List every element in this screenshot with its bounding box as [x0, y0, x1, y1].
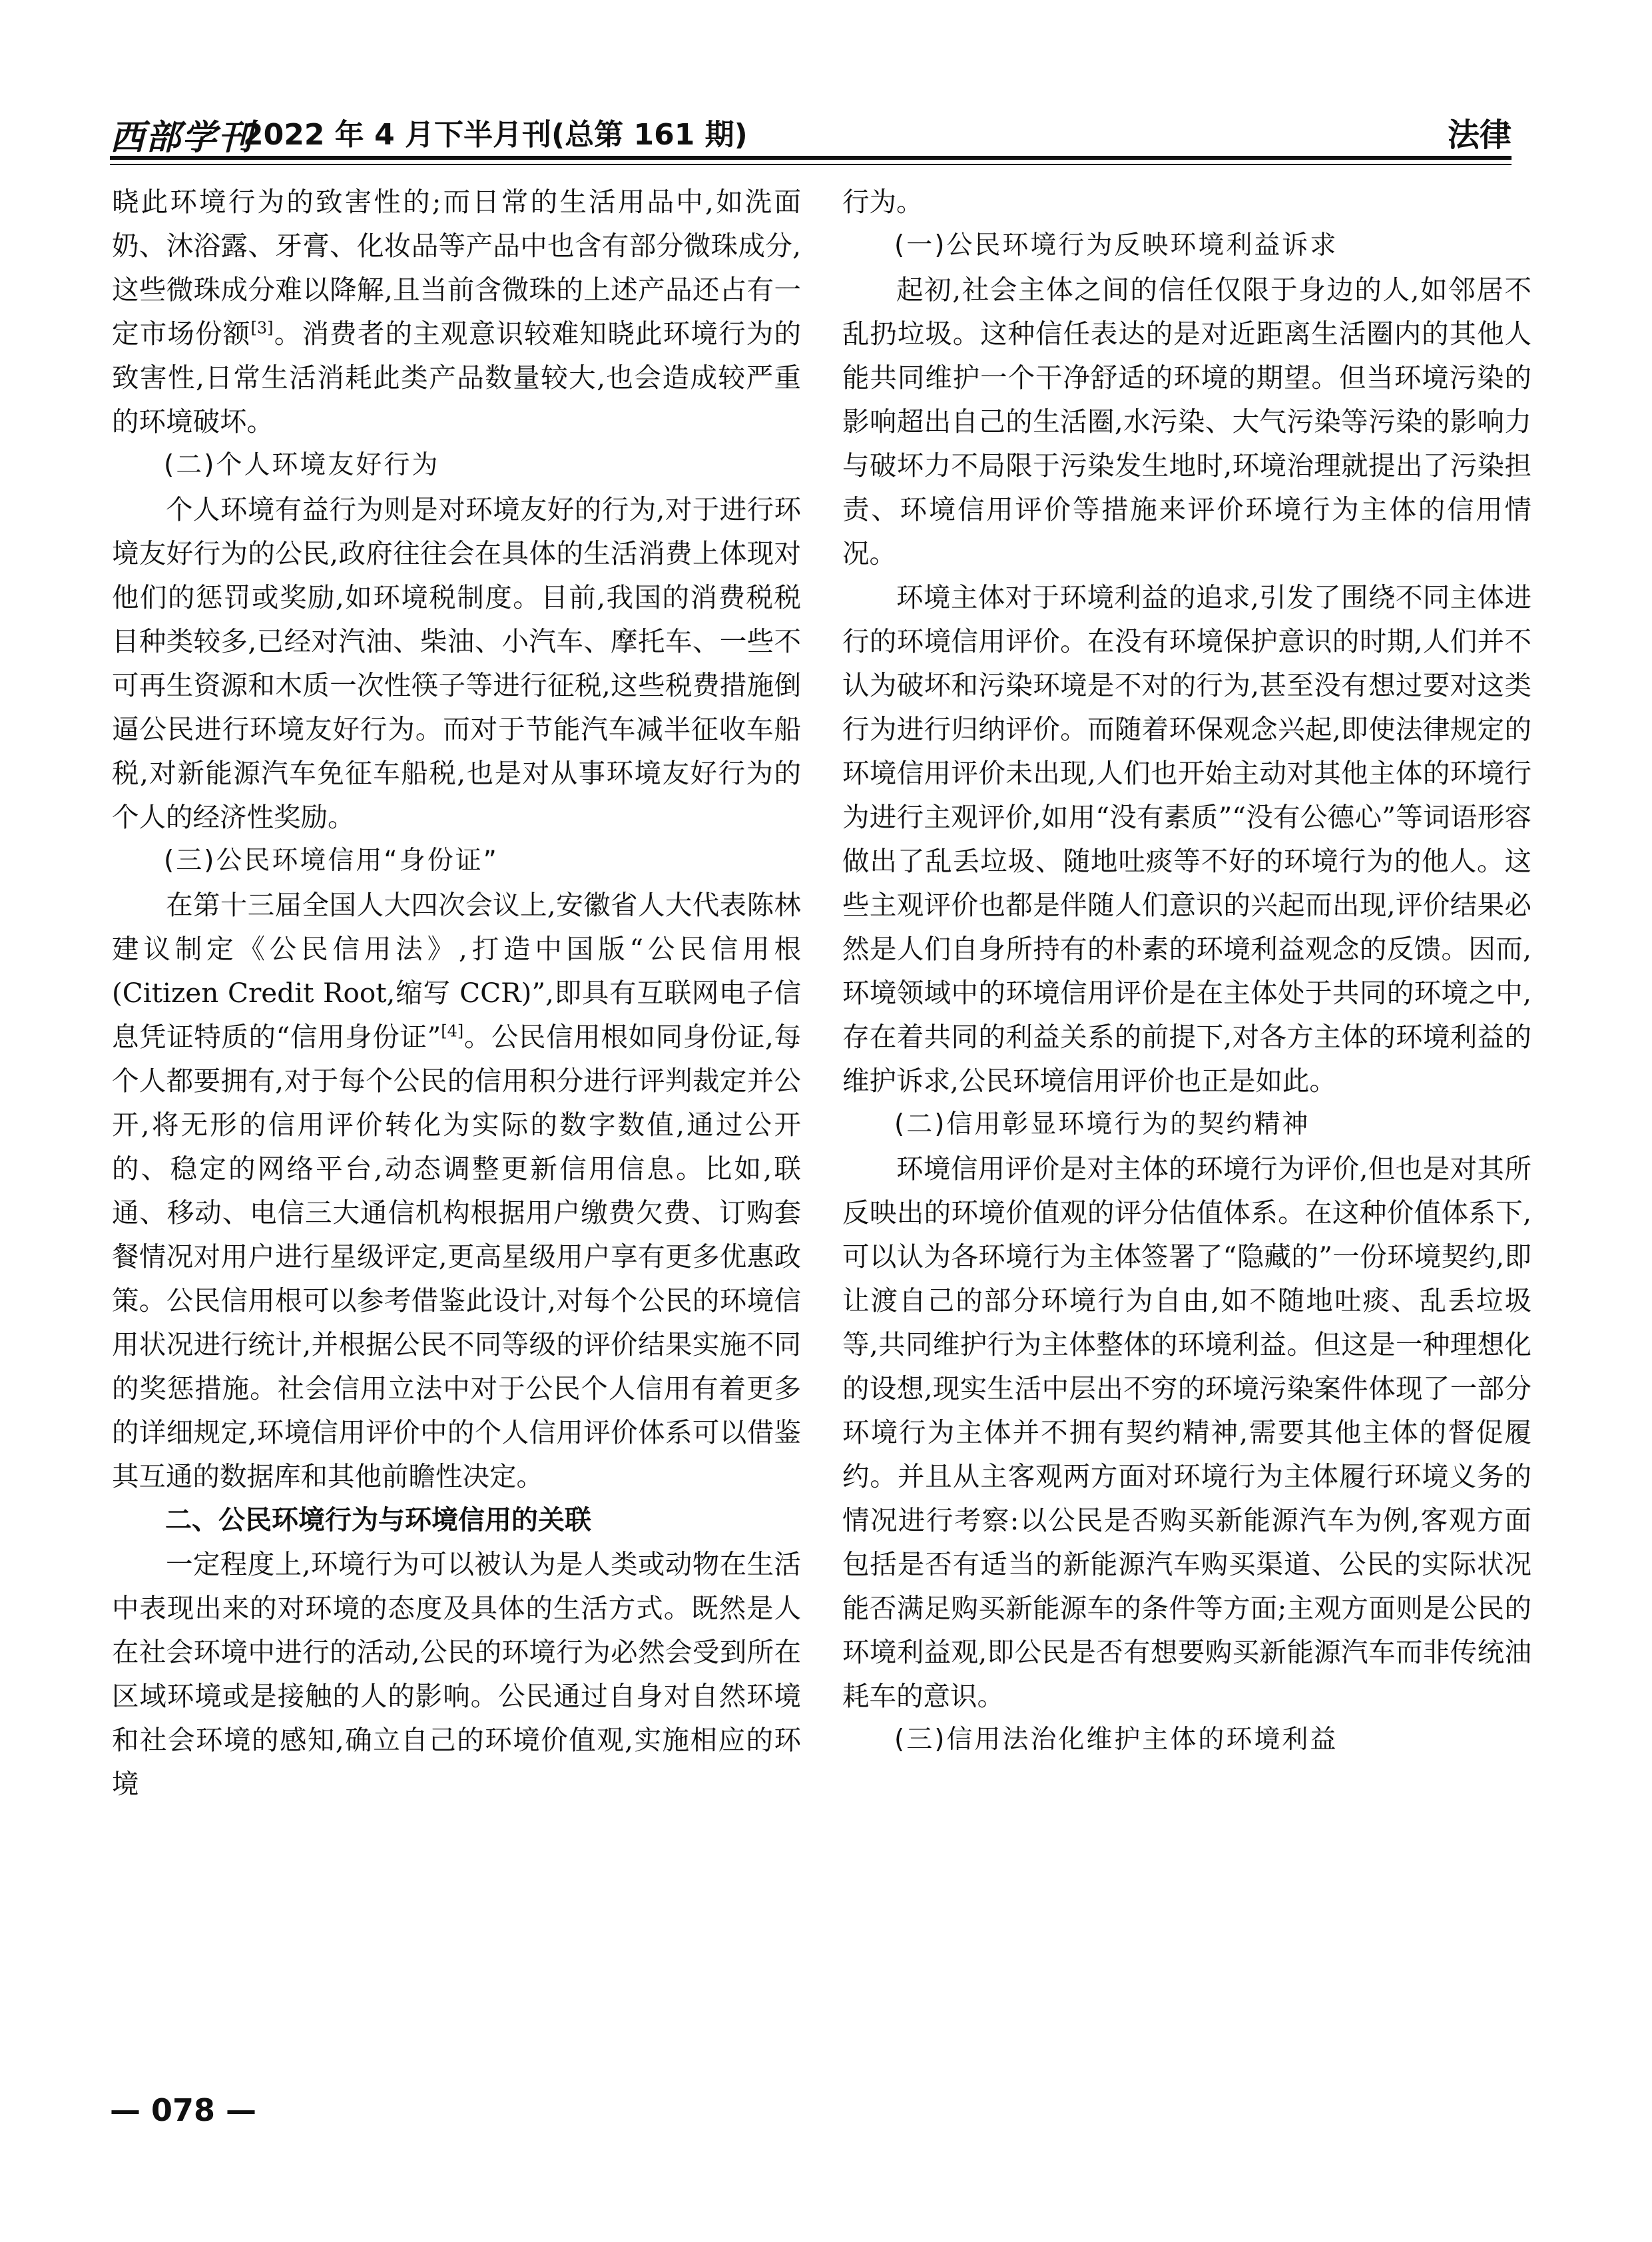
paragraph: 个人环境有益行为则是对环境友好的行为,对于进行环境友好行为的公民,政府往往会在具体的生活消费上体现对他们的惩罚或奖励,如环境税制度。目前,我国的消费税税目种类较多,已经对汽油、柴油、小汽车、摩托车、一些不可再生资源和木质一次性筷子等进行征税,这些税费措施倒逼公民进行环境友好行为。而对于节能汽车减半征收车船税,对新能源汽车免征车船税,也是对从事环境友好行为的个人的经济性奖励。 — [112, 493, 801, 833]
header-rule — [110, 156, 1512, 160]
subsection-heading: (二)个人环境友好行为 — [164, 450, 440, 480]
left-column — [112, 180, 801, 1806]
issue-info: 2022 年 4 月下半月刊(总第 161 期) — [243, 118, 748, 152]
right-column — [842, 180, 1531, 1762]
subsection-heading: (一)公民环境行为反映环境利益诉求 — [894, 230, 1338, 260]
subsection-heading: (二)信用彰显环境行为的契约精神 — [894, 1109, 1310, 1139]
header-rule-thin — [110, 164, 1512, 165]
paragraph: 起初,社会主体之间的信任仅限于身边的人,如邻居不乱扔垃圾。这种信任表达的是对近距离生活圈内的其他人能共同维护一个干净舒适的环境的期望。但当环境污染的影响超出自己的生活圈,水污染、大气污染等污染的影响力与破坏力不局限于污染发生地时,环境治理就提出了污染担责、环境信用评价等措施来评价环境行为主体的信用情况。 — [842, 274, 1531, 569]
paragraph: 环境信用评价是对主体的环境行为评价,但也是对其所反映出的环境价值观的评分估值体系。在这种价值体系下,可以认为各环境行为主体签署了“隐藏的”一份环境契约,即让渡自己的部分环境行为自由,如不随地吐痰、乱丢垃圾等,共同维护行为主体整体的环境利益。但这是一种理想化的设想,现实生活中层出不穷的环境污染案件体现了一部分环境行为主体并不拥有契约精神,需要其他主体的督促履约。并且从主客观两方面对环境行为主体履行环境义务的情况进行考察:以公民是否购买新能源汽车为例,客观方面包括是否有适当的新能源汽车购买渠道、公民的实际状况能否满足购买新能源车的条件等方面;主观方面则是公民的环境利益观,即公民是否有想要购买新能源汽车而非传统油耗车的意识。 — [842, 1153, 1531, 1712]
journal-masthead: 西部学刊 — [110, 117, 254, 158]
paragraph: 行为。 — [842, 186, 924, 218]
section-label: 法律 — [1447, 117, 1512, 154]
paragraph: 环境主体对于环境利益的追求,引发了围绕不同主体进行的环境信用评价。在没有环境保护意识的时期,人们并不认为破坏和污染环境是不对的行为,甚至没有想过要对这类行为进行归纳评价。而随着环保观念兴起,即使法律规定的环境信用评价未出现,人们也开始主动对其他主体的环境行为进行主观评价,如用“没有素质”“没有公德心”等词语形容做出了乱丢垃圾、随地吐痰等不好的环境行为的他人。这些主观评价也都是伴随人们意识的兴起而出现,评价结果必然是人们自身所持有的朴素的环境利益观念的反馈。因而,环境领域中的环境信用评价是在主体处于共同的环境之中,存在着共同的利益关系的前提下,对各方主体的环境利益的维护诉求,公民环境信用评价也正是如此。 — [842, 581, 1531, 1097]
paragraph: 一定程度上,环境行为可以被认为是人类或动物在生活中表现出来的对环境的态度及具体的生活方式。既然是人在社会环境中进行的活动,公民的环境行为必然会受到所在区域环境或是接触的人的影响。公民通过自身对自然环境和社会环境的感知,确立自己的环境价值观,实施相应的环境 — [112, 1548, 801, 1800]
citation-ref: [4] — [441, 1021, 464, 1041]
subsection-heading: (三)公民环境信用“身份证” — [164, 846, 499, 876]
paragraph: 在第十三届全国人大四次会议上,安徽省人大代表陈林建议制定《公民信用法》,打造中国版“公民信用根(Citizen Credit Root,缩写 CCR)”,即具有互联网电子信息凭证特质的“信用身份证”[4]。公民信用根如同身份证,每个人都要拥有,对于每个公民的信用积分进行评判裁定并公开,将无形的信用评价转化为实际的数字数值,通过公开的、稳定的网络平台,动态调整更新信用信息。比如,联通、移动、电信三大通信机构根据用户缴费欠费、订购套餐情况对用户进行星级评定,更高星级用户享有更多优惠政策。公民信用根可以参考借鉴此设计,对每个公民的环境信用状况进行统计,并根据公民不同等级的评价结果实施不同的奖惩措施。社会信用立法中对于公民个人信用有着更多的详细规定,环境信用评价中的个人信用评价体系可以借鉴其互通的数据库和其他前瞻性决定。 — [112, 889, 801, 1492]
section-heading: 二、公民环境行为与环境信用的关联 — [165, 1505, 591, 1536]
page-number: — 078 — — [110, 2092, 257, 2128]
paragraph: 晓此环境行为的致害性的;而日常的生活用品中,如洗面奶、沐浴露、牙膏、化妆品等产品中也含有部分微珠成分,这些微珠成分难以降解,且当前含微珠的上述产品还占有一定市场份额[3]。消费者的主观意识较难知晓此环境行为的致害性,日常生活消耗此类产品数量较大,也会造成较严重的环境破坏。 — [112, 186, 802, 437]
subsection-heading: (三)信用法治化维护主体的环境利益 — [894, 1725, 1338, 1755]
citation-ref: [3] — [250, 318, 274, 338]
page-header — [110, 105, 1512, 164]
